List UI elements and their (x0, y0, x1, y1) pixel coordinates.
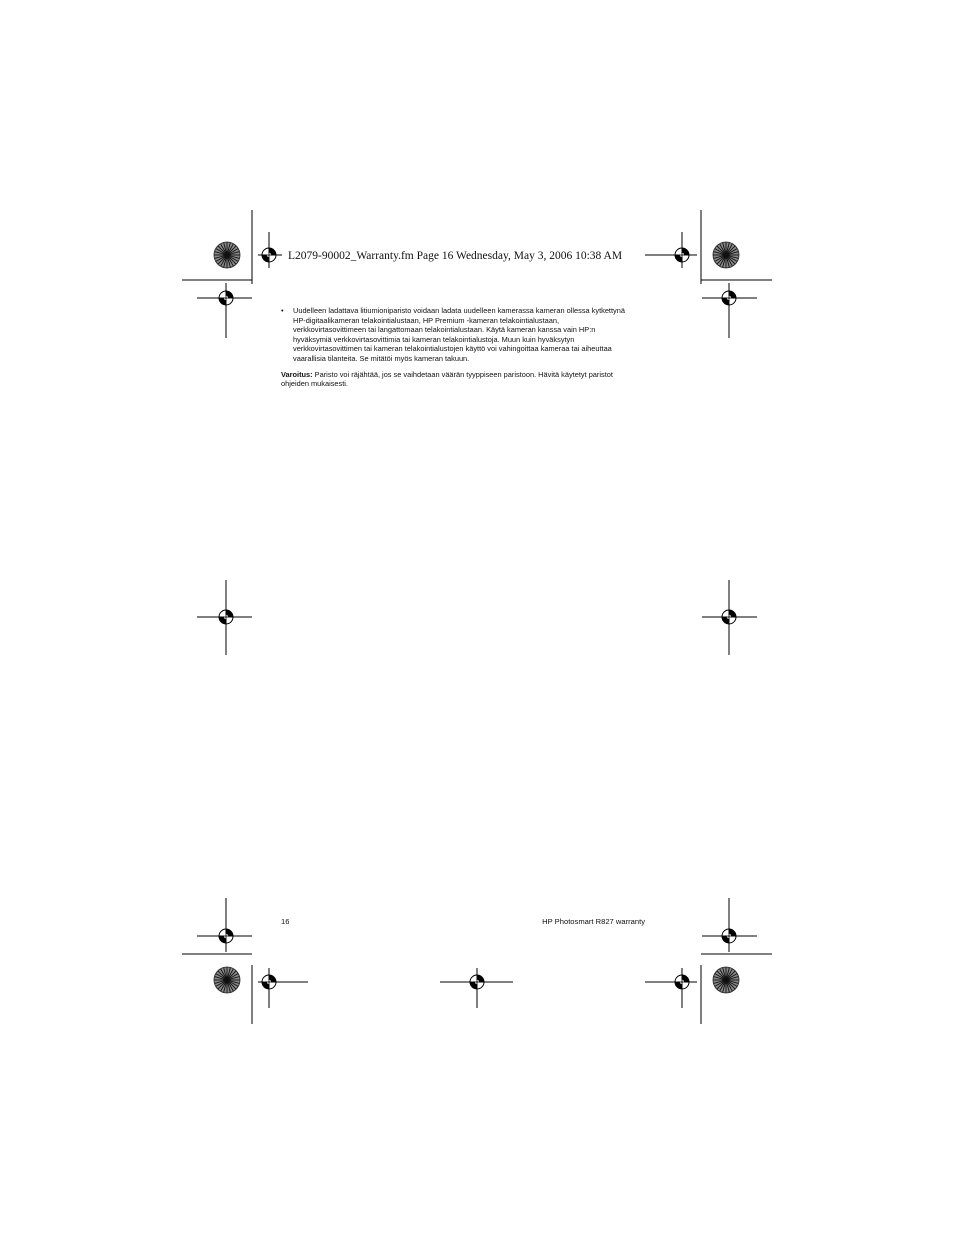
warning-paragraph (281, 370, 651, 389)
page-content (281, 306, 651, 389)
page-number: 16 (281, 917, 290, 926)
bullet-icon: • (281, 306, 284, 315)
bullet-item (281, 306, 651, 364)
footer-title: HP Photosmart R827 warranty (542, 917, 645, 926)
warning-text: Paristo voi räjähtää, jos se vaihdetaan väärän tyyppiseen paristoon. Hävitä käytetyt paristot ohjeiden mukaisesti. (281, 369, 613, 389)
bullet-text: Uudelleen ladattava litiumioniparisto voidaan ladata uudelleen kamerassa kameran ollessa kytkettynä HP-digitaalikameran telakointialustaan, HP Premium -kameran telakointialustaan, verkkovirtasovittimeen tai langattomaan telakointialustaan. Käytä kameran kanssa vain HP:n hyväksymiä verkkovirtasovittimia tai kameran telakointialustoja. Muun kuin hyväksytyn verkkovirtasovittimen tai kameran telakointialustojen käyttö voi vahingoittaa kameraa tai aiheuttaa vaarallisia tilanteita. Se mitätöi myös kameran takuun. (293, 306, 625, 363)
warning-label: Varoitus: (281, 369, 313, 379)
file-slug-line: L2079-90002_Warranty.fm Page 16 Wednesday, May 3, 2006 10:38 AM (288, 250, 623, 262)
